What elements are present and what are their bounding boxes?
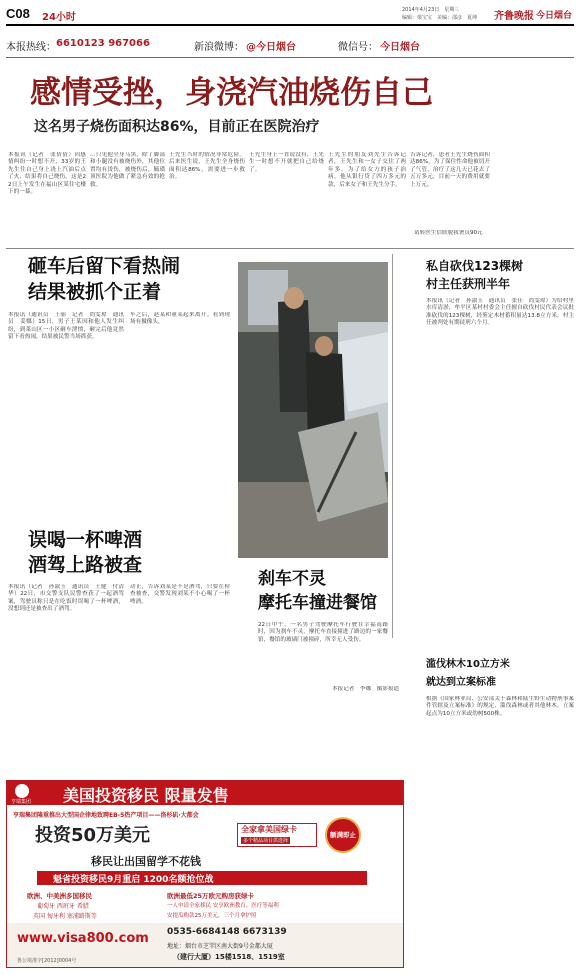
paper-name: 齐鲁晚报 <box>494 11 534 22</box>
ad-floor: （建行大厦）15楼1518、1519室 <box>173 953 285 961</box>
ad-badge-text: 额满即止 <box>330 831 356 839</box>
story4-body: 根据《国家林业局、公安部关于森林和陆生野生动物刑事案件管辖及立案标准》的规定，滥伐森林或者其他林木，立案起点为10立方米或幼树500株。 <box>426 696 574 717</box>
lead-col-1: 本报讯（记者 张倩倩）因感情纠纷一时想不开，33岁的王先生往自己身上浇上汽油后点了火，结果将自己烧伤。这是22日上午发生在福山区某住宅楼下的一幕。 <box>8 152 86 196</box>
section-name: 24小时 <box>42 12 76 23</box>
story1-headline-line2: 结果被抓个正着 <box>28 281 162 303</box>
lead-headline: 感情受挫，身浇汽油烧伤自己 <box>30 75 433 111</box>
ad-license: 鲁公境准字[2012]0004号 <box>17 958 77 964</box>
story2-headline-line2: 酒驾上路被查 <box>28 554 143 576</box>
story4-headline-line2: 就达到立案标准 <box>426 677 496 688</box>
photo-story-headline-line2: 摩托车撞进餐馆 <box>258 593 377 613</box>
ad-bullet-3: 英国 匈牙利 塞浦路斯等 <box>33 913 97 920</box>
photo-credit: 本报记者 李娜 摄影报道 <box>332 686 400 692</box>
ad-green-card-sub: 多个精品项目供选择 <box>243 838 289 844</box>
ad-bullet-1: 欧洲、中美洲多国移民 <box>27 892 92 900</box>
lead-col-3: 王先生当时的情况非常危险。后来医生说，王先生全身烧伤面积达86%，需要进一步救治。 <box>169 152 245 181</box>
phone-label: 本报热线： <box>6 42 56 53</box>
photo-illustration <box>238 262 388 558</box>
ad-bullet-2: 葡萄牙 西班牙 希腊 <box>37 903 89 910</box>
hotline-bar <box>6 38 574 52</box>
hotline-rule <box>6 57 574 58</box>
ad-green-card: 全家拿美国绿卡 <box>241 825 297 834</box>
lead-col-2: …只见他全身乌黑，除了脚部和小腿没有被烧伤外，其他位置均有烫伤，被烧伤后，毓璜顶医院为他做了紧急有效的抢救。 <box>90 152 165 188</box>
lead-byline: 请转医生信联脱我署员90元 <box>414 230 483 236</box>
lead-subhead: 这名男子烧伤面积达86%，目前正在医院治疗 <box>34 119 320 135</box>
photo-story-body: 22日中午，一名男子驾驶摩托车行驶在幸福南路时，因为刹车不灵，摩托车直接撞进了路边的一家餐馆，餐馆的玻璃门被撞碎，所幸无人受伤。 <box>258 622 388 643</box>
ad-right-3: 安提瓜购款25万美元，三个月拿护照 <box>167 913 257 919</box>
ad-right-2: 一人申请全家移民 安享欧洲教育、医疗等福利 <box>167 903 279 909</box>
ad-invest: 投资50万美元 <box>35 825 151 846</box>
phone-numbers: 6610123 967066 <box>56 38 150 49</box>
advertisement <box>6 780 404 968</box>
story2-col-2: 动止，告诉刘某是不是酒驾，只要在检查被查，交警发现刘某不小心喝了一杯啤酒。 <box>130 584 230 605</box>
issue-date: 2014年4月23日 星期三 <box>402 7 460 13</box>
story1-col-2: 车之后，赵某和董某起来离开。看到现场有摄像头， <box>130 312 230 326</box>
editors: 编辑：梁宝宝 美编：邵彦 夏坤 <box>402 15 478 21</box>
ad-subtitle: 亨瑞集团隆重推出大型国企律地致聘EB-5热产项目——洛杉矶·大都会 <box>13 812 199 819</box>
lead-rule <box>6 248 574 249</box>
ad-slogan-2: 魁省投资移民9月重启 1200名额抢位战 <box>53 875 214 885</box>
masthead-rule <box>6 24 574 26</box>
news-photo <box>238 262 388 558</box>
story2-headline-line1: 误喝一杯啤酒 <box>28 529 143 551</box>
page-number: C08 <box>6 6 30 21</box>
masthead <box>6 4 574 24</box>
story3-body: 本报讯（记者 孙淑玉 通讯员 张佳 尚雯琼）为给村里水库清淤，牟平区某村村委会主任擅自砍伐村民代表会议批准砍伐的123棵树，经鉴定木材蓄积量达13.8立方米，村主任被判处有期徒刑六个月。 <box>426 298 574 327</box>
photo-story-headline-line1: 刹车不灵 <box>258 569 326 589</box>
ad-website[interactable]: www.visa800.com <box>17 931 149 946</box>
ad-title: 美国投资移民 限量发售 <box>63 786 229 805</box>
story2-col-1: 本报讯（记者 孙淑玉 通讯员 王健 付清华）22日，市交警支队民警查获了一起酒驾案，驾驶员称只是在吃饭时误喝了一杯啤酒，没想到还是被查出了酒驾。 <box>8 584 124 613</box>
ad-right-1: 欧洲最低25万欧元购房获绿卡 <box>167 892 255 900</box>
wechat-id: 今日烟台 <box>380 42 420 53</box>
ad-address: 地址：烟台市芝罘区南大街9号金都大厦 <box>167 943 273 950</box>
lead-col-4: 王先生身上一直说没有，王先生一时想不开就把自己给烧了。 <box>249 152 324 173</box>
ad-phone: 0535-6684148 6673139 <box>167 927 287 937</box>
weibo-label: 新浪微博： <box>194 42 244 53</box>
story3-headline-line2: 村主任获刑半年 <box>426 277 511 291</box>
story1-headline-line1: 砸车后留下看热闹 <box>28 255 181 277</box>
ad-slogan-1: 移民让出国留学不花钱 <box>91 855 201 868</box>
story1-col-1: 本报讯（通讯员 王丽 记者 尚雯琼 通讯员 姜娜）15日，男子王某因和他人发生纠纷，到莱山区一小区砸车泄愤，砸完后他竟然留下看热闹，结果被民警当场抓获。 <box>8 312 124 341</box>
weibo-handle: @今日烟台 <box>246 42 296 53</box>
ad-logo-icon <box>15 784 29 798</box>
story3-headline-line1: 私自砍伐123棵树 <box>426 259 524 273</box>
ad-company: 亨瑞集团 <box>11 799 32 805</box>
lead-col-6: 告诉记者，患者王先生烧伤面积达86%，为了保住性命他被切开了气管，治疗了这几天已花去了五万多元，目前一天的费用就要上万元。 <box>410 152 490 188</box>
lead-col-5: 王先生的朋友刘先生告诉记者，王先生和一女子交往了两年多，为了给女方的孩子治病，他从银行贷了四万多元的款，后来女子和王先生分手。 <box>328 152 406 188</box>
photo-divider <box>392 254 393 638</box>
edition-name: 今日烟台 <box>536 11 573 21</box>
story4-headline-line1: 滥伐林木10立方米 <box>426 659 510 670</box>
wechat-label: 微信号： <box>338 42 378 53</box>
